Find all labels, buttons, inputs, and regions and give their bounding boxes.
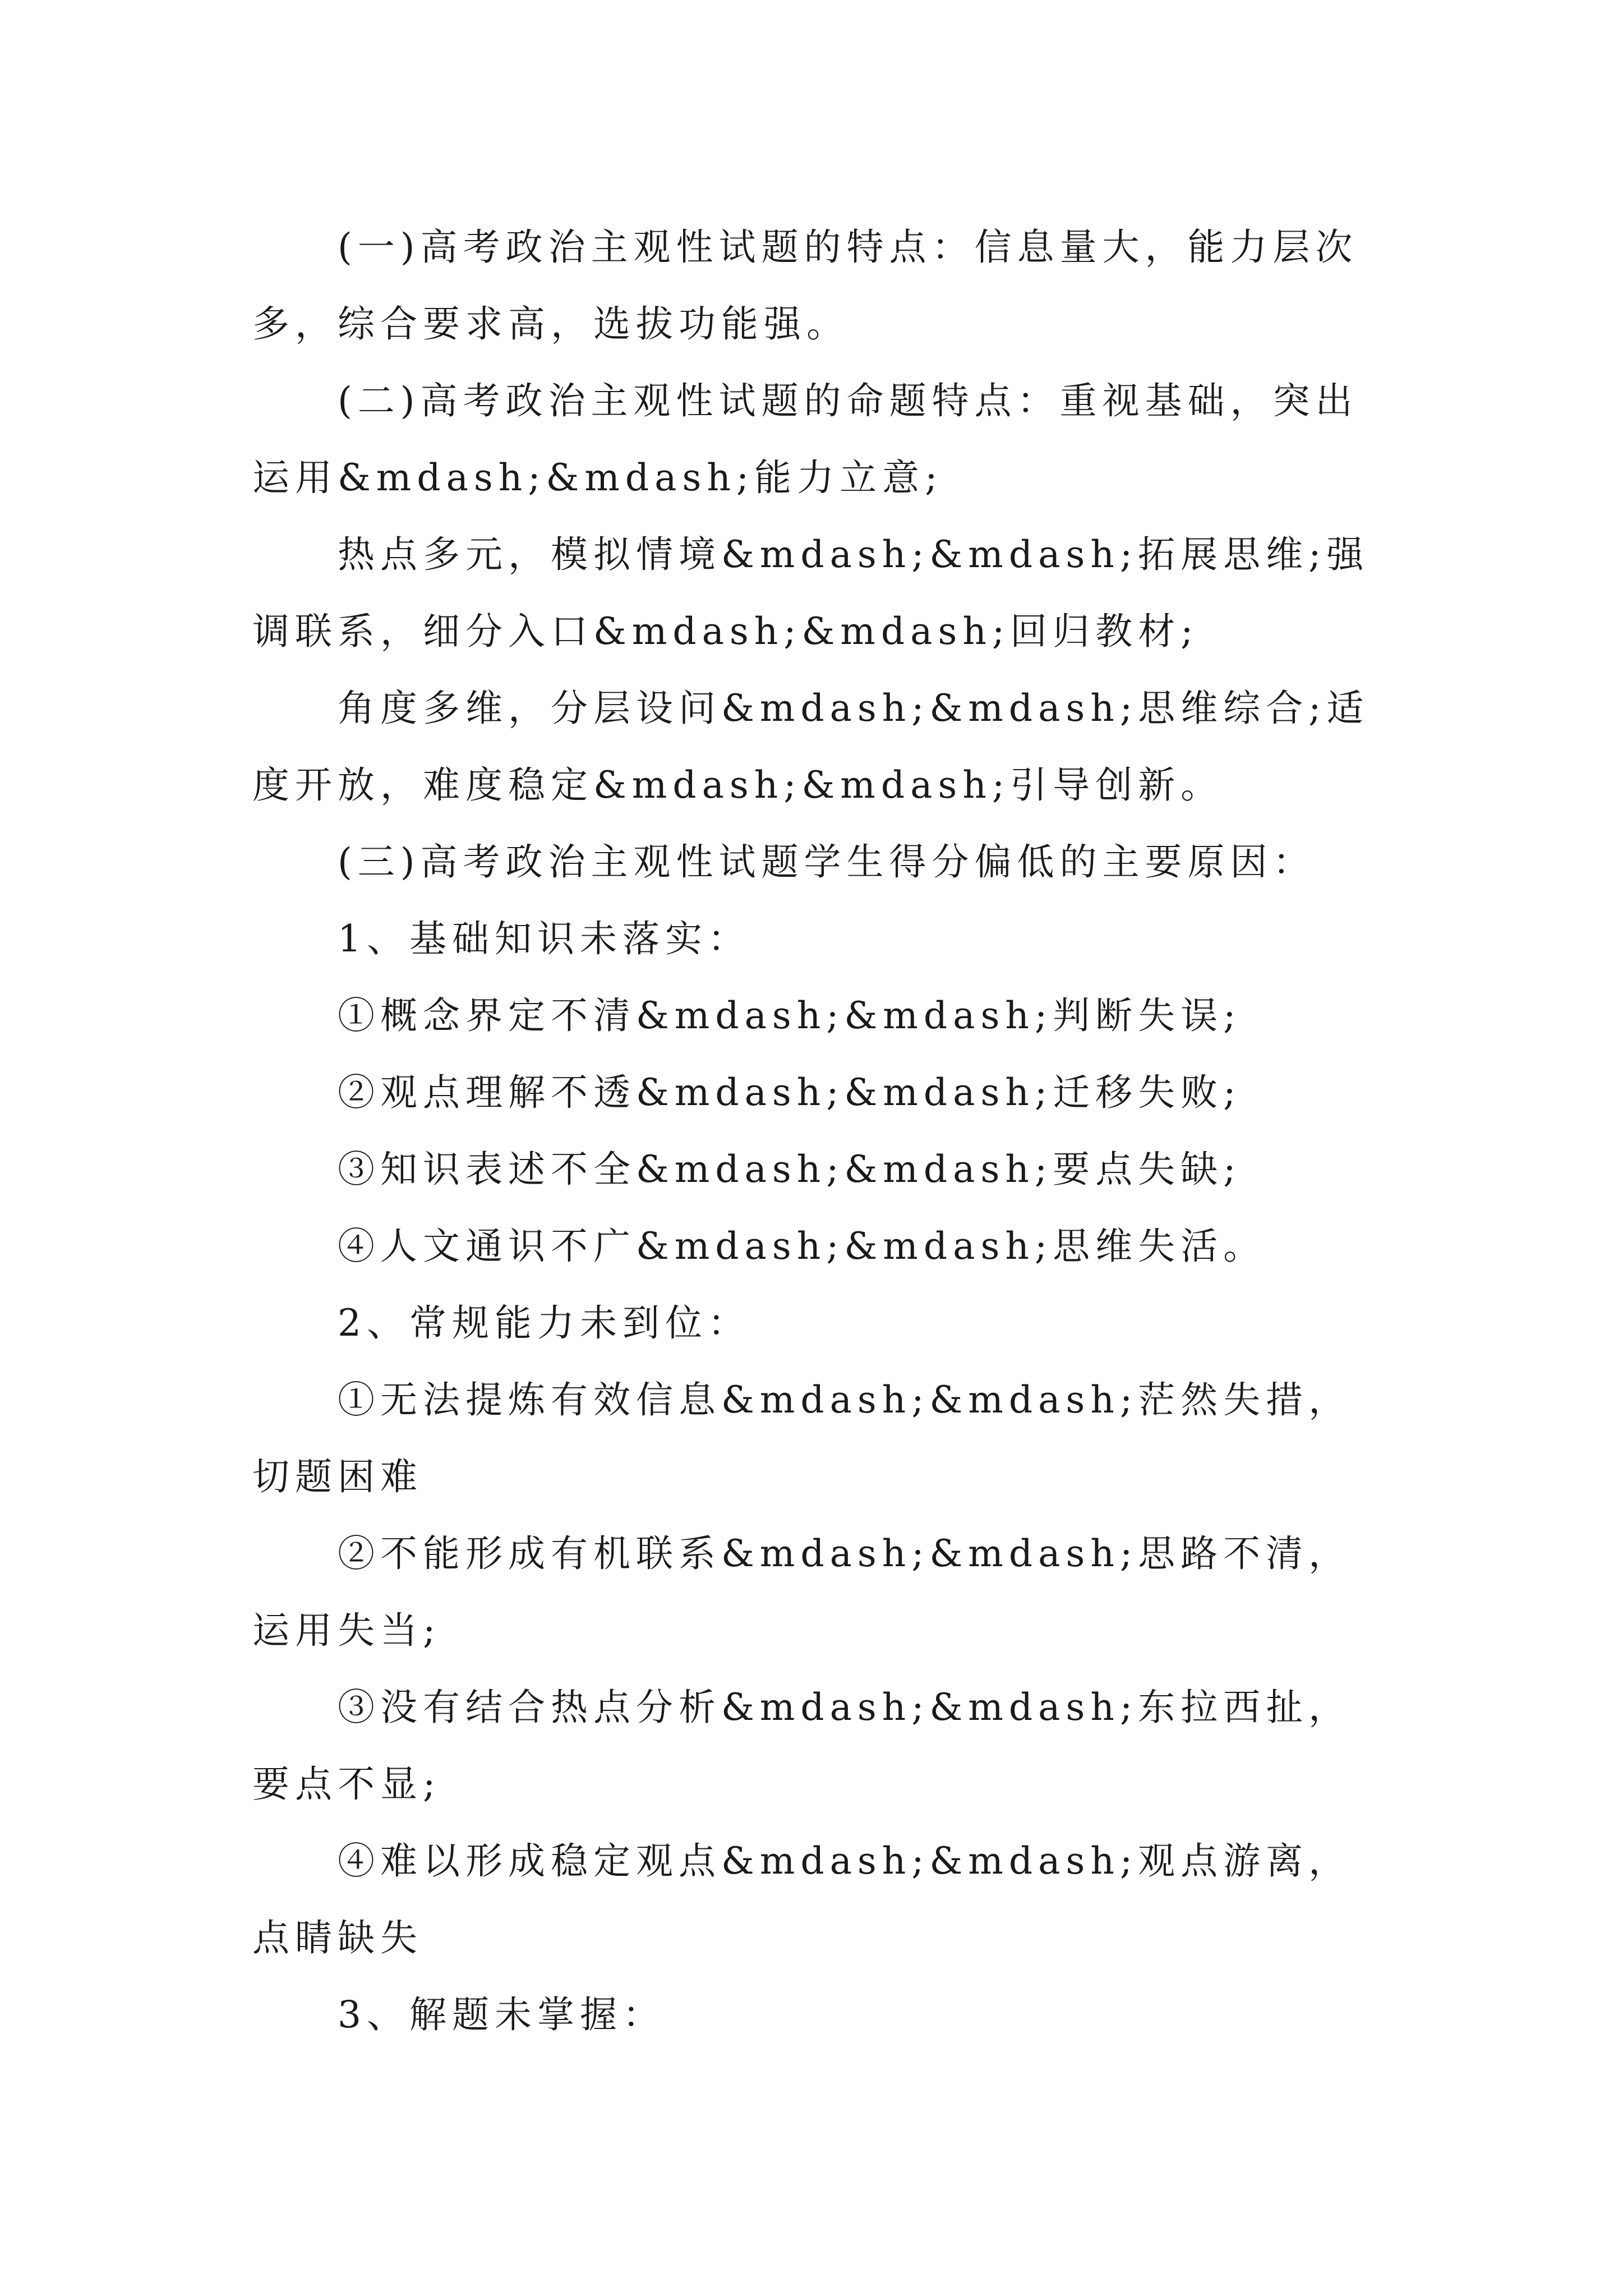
list-item: ①无法提炼有效信息&mdash;&mdash;茫然失措，切题困难	[252, 1378, 1352, 1498]
document-body	[252, 209, 1385, 2053]
paragraph-hotspots: 热点多元，模拟情境&mdash;&mdash;拓展思维;强调联系，细分入口&mdash;&mdash;回归教材;	[252, 533, 1370, 653]
list-item: ①概念界定不清&mdash;&mdash;判断失误;	[338, 994, 1242, 1037]
list-item: ②不能形成有机联系&mdash;&mdash;思路不清，运用失当;	[252, 1532, 1352, 1652]
list-item: ②观点理解不透&mdash;&mdash;迁移失败;	[338, 1071, 1242, 1114]
list-heading-regular-ability: 2、常规能力未到位：	[338, 1301, 750, 1345]
paragraph-proposition-features: (二)高考政治主观性试题的命题特点：重视基础，突出运用&mdash;&mdash;能力立意;	[252, 379, 1358, 499]
list-heading-basic-knowledge: 1、基础知识未落实：	[338, 917, 750, 960]
paragraph-features: (一)高考政治主观性试题的特点：信息量大，能力层次多，综合要求高，选拔功能强。	[252, 226, 1358, 346]
paragraph-low-score-reasons: (三)高考政治主观性试题学生得分偏低的主要原因：	[338, 840, 1316, 884]
list-item: ④难以形成稳定观点&mdash;&mdash;观点游离，点睛缺失	[252, 1839, 1352, 1959]
list-heading-problem-solving: 3、解题未掌握：	[338, 1993, 665, 2036]
list-item: ④人文通识不广&mdash;&mdash;思维失活。	[338, 1225, 1266, 1268]
list-item: ③知识表述不全&mdash;&mdash;要点失缺;	[338, 1148, 1242, 1191]
paragraph-angles: 角度多维，分层设问&mdash;&mdash;思维综合;适度开放，难度稳定&mdash;&mdash;引导创新。	[252, 687, 1370, 807]
list-item: ③没有结合热点分析&mdash;&mdash;东拉西扯，要点不显;	[252, 1686, 1352, 1806]
